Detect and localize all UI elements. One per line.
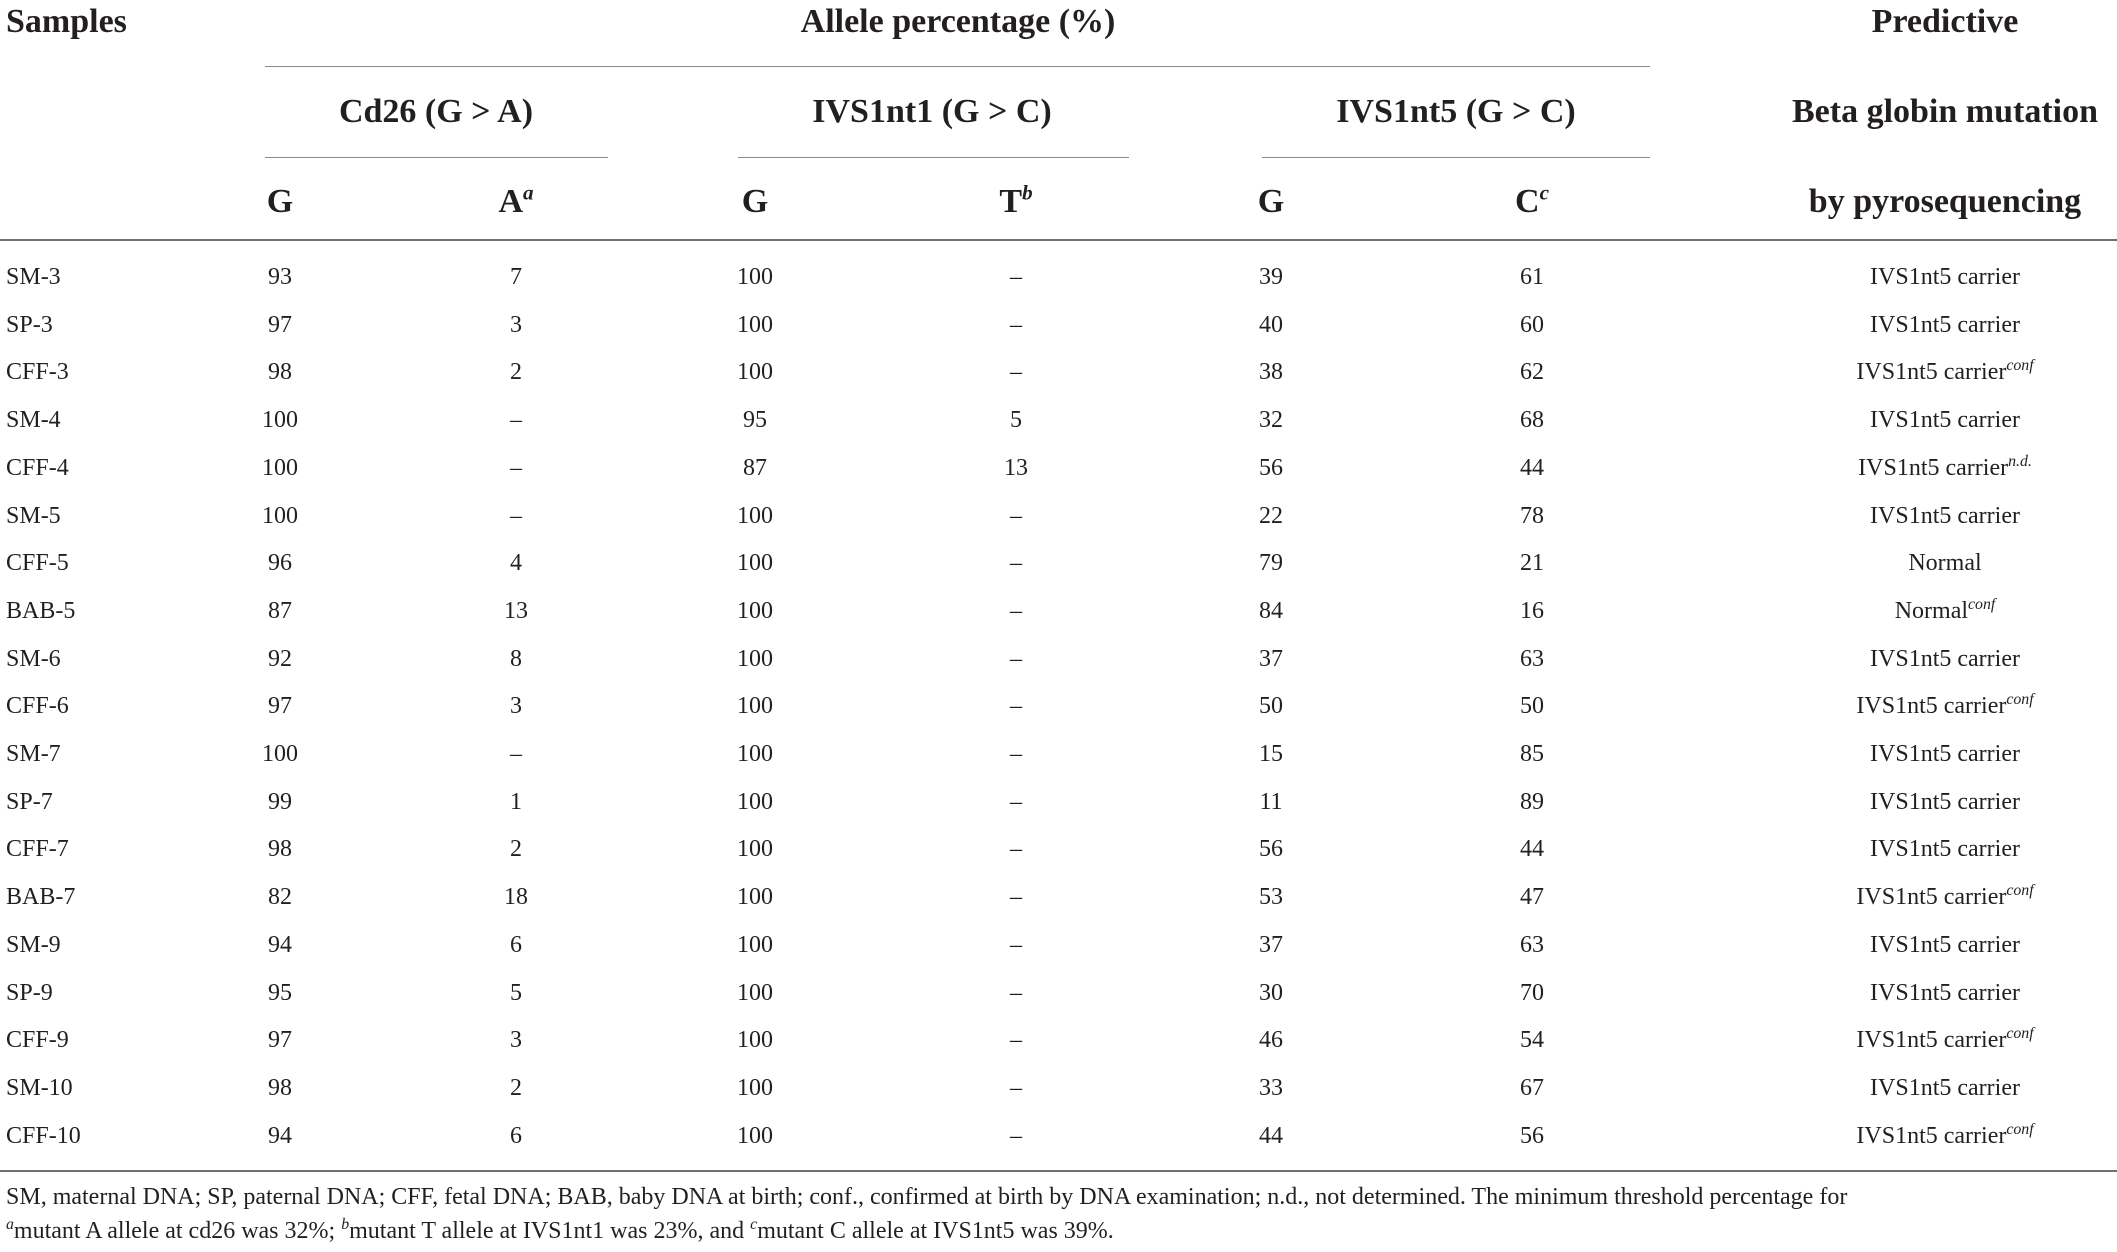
result-cell: IVS1nt5 carrier [1870, 1074, 2020, 1101]
cd26-spanner-rule [265, 157, 608, 158]
ivs1nt5-c-cell: 61 [1520, 264, 1544, 290]
cd26-g-cell: 92 [268, 645, 292, 672]
ivs1nt5-c-cell: 44 [1520, 836, 1544, 863]
allele-percentage-header: Allele percentage (%) [800, 3, 1116, 40]
result-superscript: conf [2006, 357, 2034, 375]
result-cell: IVS1nt5 carrier [1870, 788, 2020, 815]
result-cell: IVS1nt5 carrier$^{conf}$ [1856, 691, 2034, 720]
sample-cell: CFF-4 [6, 454, 69, 481]
ivs1nt1-t-cell: – [1010, 1122, 1022, 1149]
col-header-ivs1nt1-t: $T^b$ [999, 180, 1033, 220]
ivs1nt5-g-cell: 30 [1259, 979, 1283, 1006]
result-cell: IVS1nt5 carrier$^{n.d.}$ [1858, 452, 2032, 481]
ivs1nt1-t-cell: – [1010, 645, 1022, 672]
ivs1nt1-g-cell: 100 [737, 788, 773, 815]
ivs1nt5-g-cell: 56 [1259, 836, 1283, 863]
group-label-ivs1nt1: IVS1nt1 (G > C) [812, 93, 1052, 130]
ivs1nt5-c-cell: 60 [1520, 311, 1544, 338]
ivs1nt1-t-cell: – [1010, 693, 1022, 720]
ivs1nt5-g-cell: 37 [1259, 645, 1283, 672]
result-cell: IVS1nt5 carrier [1870, 645, 2020, 672]
result-cell: IVS1nt5 carrier [1870, 264, 2020, 290]
result-cell: IVS1nt5 carrier$^{conf}$ [1856, 1120, 2034, 1149]
result-cell: IVS1nt5 carrier [1870, 931, 2020, 958]
ivs1nt1-g-cell: 100 [737, 502, 773, 529]
ivs1nt5-spanner-rule [1262, 157, 1650, 158]
ivs1nt5-c-cell: 50 [1520, 693, 1544, 720]
ivs1nt5-c-cell: 54 [1520, 1027, 1544, 1054]
ivs1nt5-g-cell: 44 [1259, 1122, 1283, 1149]
result-superscript: conf [2006, 691, 2034, 709]
ivs1nt5-g-cell: 11 [1259, 788, 1283, 815]
result-superscript: conf [2006, 882, 2034, 900]
ivs1nt1-t-cell: – [1010, 550, 1022, 577]
footnote-line2: $^a$mutant A allele at cd26 was 32%; $^b$mutant T allele at IVS1nt1 was 23%, and $^c$mutant C allele at IVS1nt5 was 39%. [6, 1216, 1114, 1244]
ivs1nt5-c-cell: 78 [1520, 502, 1544, 529]
sample-cell: SM-4 [6, 407, 61, 434]
ivs1nt5-c-cell: 63 [1520, 645, 1544, 672]
cd26-a-cell: 13 [504, 597, 528, 624]
cd26-g-cell: 98 [268, 1074, 292, 1101]
ivs1nt1-g-cell: 100 [737, 359, 773, 386]
cd26-a-cell: 7 [510, 264, 522, 290]
cd26-a-cell: 1 [510, 788, 522, 815]
ivs1nt1-t-cell: – [1010, 502, 1022, 529]
ivs1nt5-g-cell: 40 [1259, 311, 1283, 338]
col-header-cd26-g: G [266, 183, 294, 220]
result-cell: IVS1nt5 carrier$^{conf}$ [1856, 1025, 2034, 1054]
predictive-header-line1: Predictive [1871, 3, 2019, 40]
ivs1nt1-g-cell: 100 [737, 597, 773, 624]
ivs1nt5-c-cell: 70 [1520, 979, 1544, 1006]
result-cell: Normal$^{conf}$ [1894, 595, 1996, 624]
ivs1nt1-t-cell: – [1010, 359, 1022, 386]
result-cell: IVS1nt5 carrier [1870, 407, 2020, 434]
cd26-g-cell: 94 [268, 931, 292, 958]
ivs1nt5-c-cell: 68 [1520, 407, 1544, 434]
ivs1nt1-g-cell: 87 [743, 454, 767, 481]
ivs1nt5-c-cell: 67 [1520, 1074, 1544, 1101]
ivs1nt1-t-cell: – [1010, 979, 1022, 1006]
result-superscript: conf [2006, 1120, 2034, 1138]
result-superscript: conf [1968, 595, 1996, 613]
result-cell: IVS1nt5 carrier [1870, 979, 2020, 1006]
result-cell: Normal [1908, 550, 1982, 577]
cd26-g-cell: 100 [262, 741, 298, 767]
ivs1nt1-t-cell: 5 [1010, 407, 1022, 434]
sample-cell: BAB-5 [6, 597, 76, 624]
cd26-a-cell: 2 [510, 1074, 522, 1101]
ivs1nt1-g-cell: 100 [737, 836, 773, 863]
ivs1nt5-g-cell: 22 [1259, 502, 1283, 529]
cd26-a-cell: 2 [510, 359, 522, 386]
ivs1nt1-g-cell: 100 [737, 1027, 773, 1054]
allele-spanner-rule [265, 66, 1650, 67]
result-superscript: conf [2006, 1025, 2034, 1043]
cd26-a-cell: 3 [510, 311, 522, 338]
sample-cell: SP-9 [6, 979, 53, 1006]
sample-cell: CFF-7 [6, 836, 69, 863]
cd26-a-cell: – [510, 407, 522, 434]
ivs1nt1-g-cell: 100 [737, 693, 773, 720]
col-header-ivs1nt1-g: G [741, 183, 769, 220]
cd26-a-cell: – [510, 741, 522, 767]
cd26-g-cell: 98 [268, 359, 292, 386]
cd26-g-cell: 95 [268, 979, 292, 1006]
ivs1nt1-t-cell: – [1010, 741, 1022, 767]
cd26-g-cell: 96 [268, 550, 292, 577]
col-header-ivs1nt5-c: $C^c$ [1515, 180, 1549, 220]
ivs1nt5-g-cell: 79 [1259, 550, 1283, 577]
ivs1nt5-c-cell: 63 [1520, 931, 1544, 958]
footnote-line1: SM, maternal DNA; SP, paternal DNA; CFF, fetal DNA; BAB, baby DNA at birth; conf., confirmed at birth by DNA examination; n.d., not determined. The minimum threshold percentage for [6, 1184, 1848, 1210]
ivs1nt5-c-cell: 44 [1520, 454, 1544, 481]
sample-cell: CFF-10 [6, 1122, 81, 1149]
col-header-ivs1nt5-g: G [1257, 183, 1285, 220]
ivs1nt1-g-cell: 100 [737, 979, 773, 1006]
result-cell: IVS1nt5 carrier$^{conf}$ [1856, 357, 2034, 386]
header-bottom-rule [0, 239, 2117, 241]
cd26-a-cell: 5 [510, 979, 522, 1006]
sample-cell: SM-7 [6, 741, 61, 767]
cd26-g-cell: 100 [262, 502, 298, 529]
ivs1nt1-g-cell: 100 [737, 1074, 773, 1101]
ivs1nt5-g-cell: 84 [1259, 597, 1283, 624]
result-cell: IVS1nt5 carrier [1870, 741, 2020, 767]
ivs1nt1-g-cell: 100 [737, 741, 773, 767]
ivs1nt5-g-cell: 46 [1259, 1027, 1283, 1054]
ivs1nt1-t-cell: – [1010, 931, 1022, 958]
group-label-cd26: Cd26 (G > A) [338, 93, 534, 130]
table-bottom-rule [0, 1170, 2117, 1172]
sample-cell: SM-3 [6, 264, 61, 290]
sample-cell: CFF-9 [6, 1027, 69, 1054]
ivs1nt5-g-cell: 53 [1259, 884, 1283, 911]
ivs1nt1-g-cell: 100 [737, 1122, 773, 1149]
result-cell: IVS1nt5 carrier [1870, 502, 2020, 529]
ivs1nt1-t-cell: 13 [1004, 454, 1028, 481]
cd26-g-cell: 93 [268, 264, 292, 290]
sample-cell: SP-7 [6, 788, 53, 815]
cd26-g-cell: 97 [268, 1027, 292, 1054]
cd26-a-cell: 4 [510, 550, 522, 577]
samples-header: Samples [6, 3, 127, 40]
cd26-g-cell: 94 [268, 1122, 292, 1149]
sample-cell: SM-10 [6, 1074, 73, 1101]
ivs1nt5-c-cell: 56 [1520, 1122, 1544, 1149]
ivs1nt5-g-cell: 50 [1259, 693, 1283, 720]
ivs1nt1-t-cell: – [1010, 597, 1022, 624]
cd26-a-cell: 6 [510, 1122, 522, 1149]
cd26-g-cell: 100 [262, 407, 298, 434]
ivs1nt1-t-cell: – [1010, 884, 1022, 911]
ivs1nt1-t-cell: – [1010, 264, 1022, 290]
cd26-a-cell: 3 [510, 693, 522, 720]
ivs1nt5-g-cell: 37 [1259, 931, 1283, 958]
ivs1nt5-g-cell: 56 [1259, 454, 1283, 481]
result-cell: IVS1nt5 carrier [1870, 311, 2020, 338]
predictive-header-line2: Beta globin mutation [1791, 93, 2099, 130]
cd26-a-cell: 18 [504, 884, 528, 911]
ivs1nt1-g-cell: 100 [737, 931, 773, 958]
sample-cell: SM-6 [6, 645, 61, 672]
ivs1nt5-c-cell: 62 [1520, 359, 1544, 386]
cd26-a-cell: – [510, 454, 522, 481]
ivs1nt5-c-cell: 85 [1520, 741, 1544, 767]
cd26-a-cell: – [510, 502, 522, 529]
ivs1nt1-t-cell: – [1010, 1074, 1022, 1101]
sample-cell: CFF-6 [6, 693, 69, 720]
result-cell: IVS1nt5 carrier$^{conf}$ [1856, 882, 2034, 911]
ivs1nt5-c-cell: 21 [1520, 550, 1544, 577]
sample-cell: SM-9 [6, 931, 61, 958]
ivs1nt1-t-cell: – [1010, 788, 1022, 815]
result-cell: IVS1nt5 carrier [1870, 836, 2020, 863]
ivs1nt5-g-cell: 33 [1259, 1074, 1283, 1101]
sample-cell: CFF-3 [6, 359, 69, 386]
predictive-header-line3: by pyrosequencing [1808, 183, 2082, 220]
sample-cell: SP-3 [6, 311, 53, 338]
sample-cell: SM-5 [6, 502, 61, 529]
cd26-a-cell: 2 [510, 836, 522, 863]
cd26-g-cell: 97 [268, 311, 292, 338]
ivs1nt1-g-cell: 95 [743, 407, 767, 434]
cd26-g-cell: 87 [268, 597, 292, 624]
ivs1nt1-g-cell: 100 [737, 264, 773, 290]
ivs1nt5-c-cell: 16 [1520, 597, 1544, 624]
result-superscript: n.d. [2008, 452, 2032, 470]
cd26-g-cell: 100 [262, 454, 298, 481]
cd26-a-cell: 6 [510, 931, 522, 958]
col-header-cd26-a: $A^a$ [498, 180, 534, 220]
ivs1nt5-g-cell: 32 [1259, 407, 1283, 434]
ivs1nt1-t-cell: – [1010, 1027, 1022, 1054]
cd26-g-cell: 98 [268, 836, 292, 863]
sample-cell: CFF-5 [6, 550, 69, 577]
cd26-g-cell: 97 [268, 693, 292, 720]
cd26-g-cell: 99 [268, 788, 292, 815]
ivs1nt1-spanner-rule [738, 157, 1129, 158]
ivs1nt1-g-cell: 100 [737, 884, 773, 911]
ivs1nt5-g-cell: 39 [1259, 264, 1283, 290]
sample-cell: BAB-7 [6, 884, 76, 911]
ivs1nt1-t-cell: – [1010, 836, 1022, 863]
ivs1nt5-g-cell: 15 [1259, 741, 1283, 767]
cd26-g-cell: 82 [268, 884, 292, 911]
ivs1nt1-g-cell: 100 [737, 550, 773, 577]
cd26-a-cell: 8 [510, 645, 522, 672]
cd26-a-cell: 3 [510, 1027, 522, 1054]
ivs1nt1-g-cell: 100 [737, 645, 773, 672]
ivs1nt5-c-cell: 89 [1520, 788, 1544, 815]
ivs1nt1-g-cell: 100 [737, 311, 773, 338]
group-label-ivs1nt5: IVS1nt5 (G > C) [1336, 93, 1576, 130]
ivs1nt5-g-cell: 38 [1259, 359, 1283, 386]
ivs1nt1-t-cell: – [1010, 311, 1022, 338]
ivs1nt5-c-cell: 47 [1520, 884, 1544, 911]
